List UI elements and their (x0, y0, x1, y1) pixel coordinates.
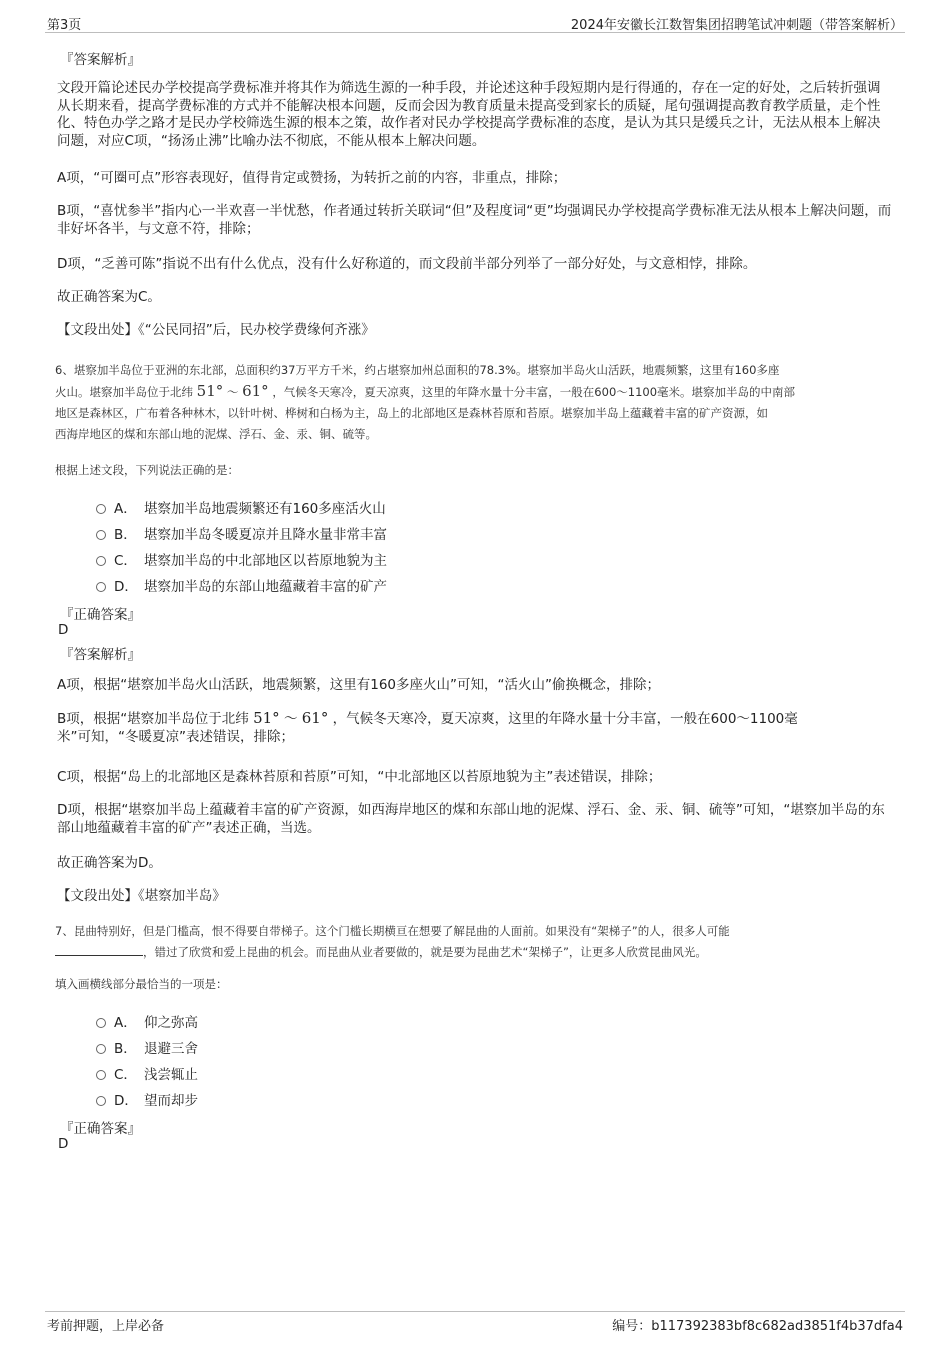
question-7-option-c[interactable]: C． 浅尝辄止 (96, 1063, 198, 1083)
question-6-option-c[interactable]: C． 堪察加半岛的中北部地区以苔原地貌为主 (96, 549, 387, 569)
header-divider (45, 32, 905, 33)
question-6-line-1: 6、堪察加半岛位于亚洲的东北部，总面积约37万平方千米，约占堪察加州总面积的78.3%。堪察加半岛火山活跃，地震频繁，这里有160多座 (55, 363, 780, 377)
analysis-option-d: D项，根据“堪察加半岛上蕴藏着丰富的矿产资源，如西海岸地区的煤和东部山地的泥煤、浮石、金、汞、铜、硫等”可知，“堪察加半岛的东部山地蕴藏着丰富的矿产”表述正确，当选。 (57, 802, 885, 836)
question-7-stem (55, 921, 895, 963)
footer-divider (45, 1311, 905, 1312)
latitude-start: 51° (196, 382, 224, 400)
latitude-end: 61° (242, 382, 269, 400)
analysis-option-a: A项，根据“堪察加半岛火山活跃，地震频繁，这里有160多座火山”可知，“活火山”偷换概念，排除； (57, 677, 660, 693)
conclusion: 故正确答案为D。 (57, 855, 162, 871)
source: 【文段出处】《堪察加半岛》 (57, 888, 226, 904)
latitude-start: 51° (253, 709, 280, 727)
radio-button[interactable] (96, 556, 106, 566)
range-tilde: ～ (283, 711, 298, 727)
latitude-end: 61° (301, 709, 329, 727)
analysis-label: 『答案解析』 (60, 52, 141, 68)
radio-button[interactable] (96, 1070, 106, 1080)
question-6-option-d[interactable]: D． 堪察加半岛的东部山地蕴藏着丰富的矿产 (96, 575, 387, 595)
analysis-option-c: C项，根据“岛上的北部地区是森林苔原和苔原”可知，“中北部地区以苔原地貌为主”表述错误，排除； (57, 769, 662, 785)
radio-button[interactable] (96, 1044, 106, 1054)
analysis-option-b: B项，根据“堪察加半岛位于北纬 51° ～ 61° ，气候冬天寒冷，夏天凉爽，这里的年降水量十分丰富，一般在600～1100毫 米”可知，“冬暖夏凉”表述错误，排除； (57, 709, 798, 745)
correct-answer-label: 『正确答案』 (60, 1121, 141, 1137)
radio-button[interactable] (96, 582, 106, 592)
correct-answer-label: 『正确答案』 (60, 607, 141, 623)
question-7-option-b[interactable]: B． 退避三舍 (96, 1037, 198, 1057)
document-title: 2024年安徽长江数智集团招聘笔试冲刺题（带答案解析） (570, 18, 903, 33)
footer-slogan: 考前押题，上岸必备 (47, 1319, 165, 1334)
range-tilde: ～ (226, 385, 239, 399)
question-6-prompt: 根据上述文段，下列说法正确的是： (55, 463, 239, 477)
question-6-line-3: 地区是森林区，广布着各种林木，以针叶树、桦树和白杨为主，岛上的北部地区是森林苔原和苔原。堪察加半岛上蕴藏着丰富的矿产资源，如 (55, 406, 768, 420)
question-6-stem (55, 360, 895, 445)
conclusion: 故正确答案为C。 (57, 289, 161, 305)
question-7-option-d[interactable]: D． 望而却步 (96, 1089, 198, 1109)
question-7-line-2: ，错过了欣赏和爱上昆曲的机会。而昆曲从业者要做的，就是要为昆曲艺术“架梯子”，让更多人欣赏昆曲风光。 (55, 942, 895, 963)
analysis-label: 『答案解析』 (60, 647, 141, 663)
page-number: 第3页 (47, 18, 82, 33)
radio-button[interactable] (96, 530, 106, 540)
analysis-option-d: D项，“乏善可陈”指说不出有什么优点，没有什么好称道的，而文段前半部分列举了一部分好处，与文意相悖，排除。 (57, 256, 757, 272)
source: 【文段出处】《“公民同招”后，民办校学费缘何齐涨》 (57, 322, 375, 338)
question-6-line-4: 西海岸地区的煤和东部山地的泥煤、浮石、金、汞、铜、硫等。 (55, 427, 377, 441)
radio-button[interactable] (96, 1018, 106, 1028)
question-7-option-a[interactable]: A． 仰之弥高 (96, 1011, 198, 1031)
analysis-option-a: A项，“可圈可点”形容表现好，值得肯定或赞扬，为转折之前的内容，非重点，排除； (57, 170, 567, 186)
correct-answer-value: D (58, 1136, 69, 1152)
question-6-option-a[interactable]: A． 堪察加半岛地震频繁还有160多座活火山 (96, 497, 386, 517)
document-id: 编号：b117392383bf8c682ad3851f4b37dfa4 (612, 1319, 903, 1334)
correct-answer-value: D (58, 622, 69, 638)
question-7-prompt: 填入画横线部分最恰当的一项是： (55, 977, 228, 991)
analysis-paragraph: 文段开篇论述民办学校提高学费标准并将其作为筛选生源的一种手段，并论述这种手段短期内是行得通的，存在一定的好处，之后转折强调从长期来看，提高学费标准的方式并不能解决根本问题，反而会因为教育质量未提高受到家长的质疑，尾句强调提高教育教学质量，走个性化、特色办学之路才是民办学校筛选生源的根本之策，故作者对民办学校提高学费标准的态度，是认为其只是缓兵之计，无法从根本上解决问题，对应C项，“扬汤止沸”比喻办法不彻底，不能从根本上解决问题。 (57, 80, 881, 149)
question-6-option-b[interactable]: B． 堪察加半岛冬暖夏凉并且降水量非常丰富 (96, 523, 387, 543)
analysis-option-b: B项，“喜忧参半”指内心一半欢喜一半忧愁，作者通过转折关联词“但”及程度词“更”均强调民办学校提高学费标准无法从根本上解决问题，而非好坏各半，与文意不符，排除； (57, 203, 892, 237)
radio-button[interactable] (96, 504, 106, 514)
radio-button[interactable] (96, 1096, 106, 1106)
question-6-line-2: 火山。堪察加半岛位于北纬 51° ～ 61° ，气候冬天寒冷，夏天凉爽，这里的年降水量十分丰富，一般在600～1100毫米。堪察加半岛的中南部 (55, 382, 796, 400)
fill-blank[interactable] (55, 945, 143, 956)
question-7-line-1: 7、昆曲特别好，但是门槛高，恨不得要自带梯子。这个门槛长期横亘在想要了解昆曲的人面前。如果没有“架梯子”的人，很多人可能 (55, 924, 730, 938)
